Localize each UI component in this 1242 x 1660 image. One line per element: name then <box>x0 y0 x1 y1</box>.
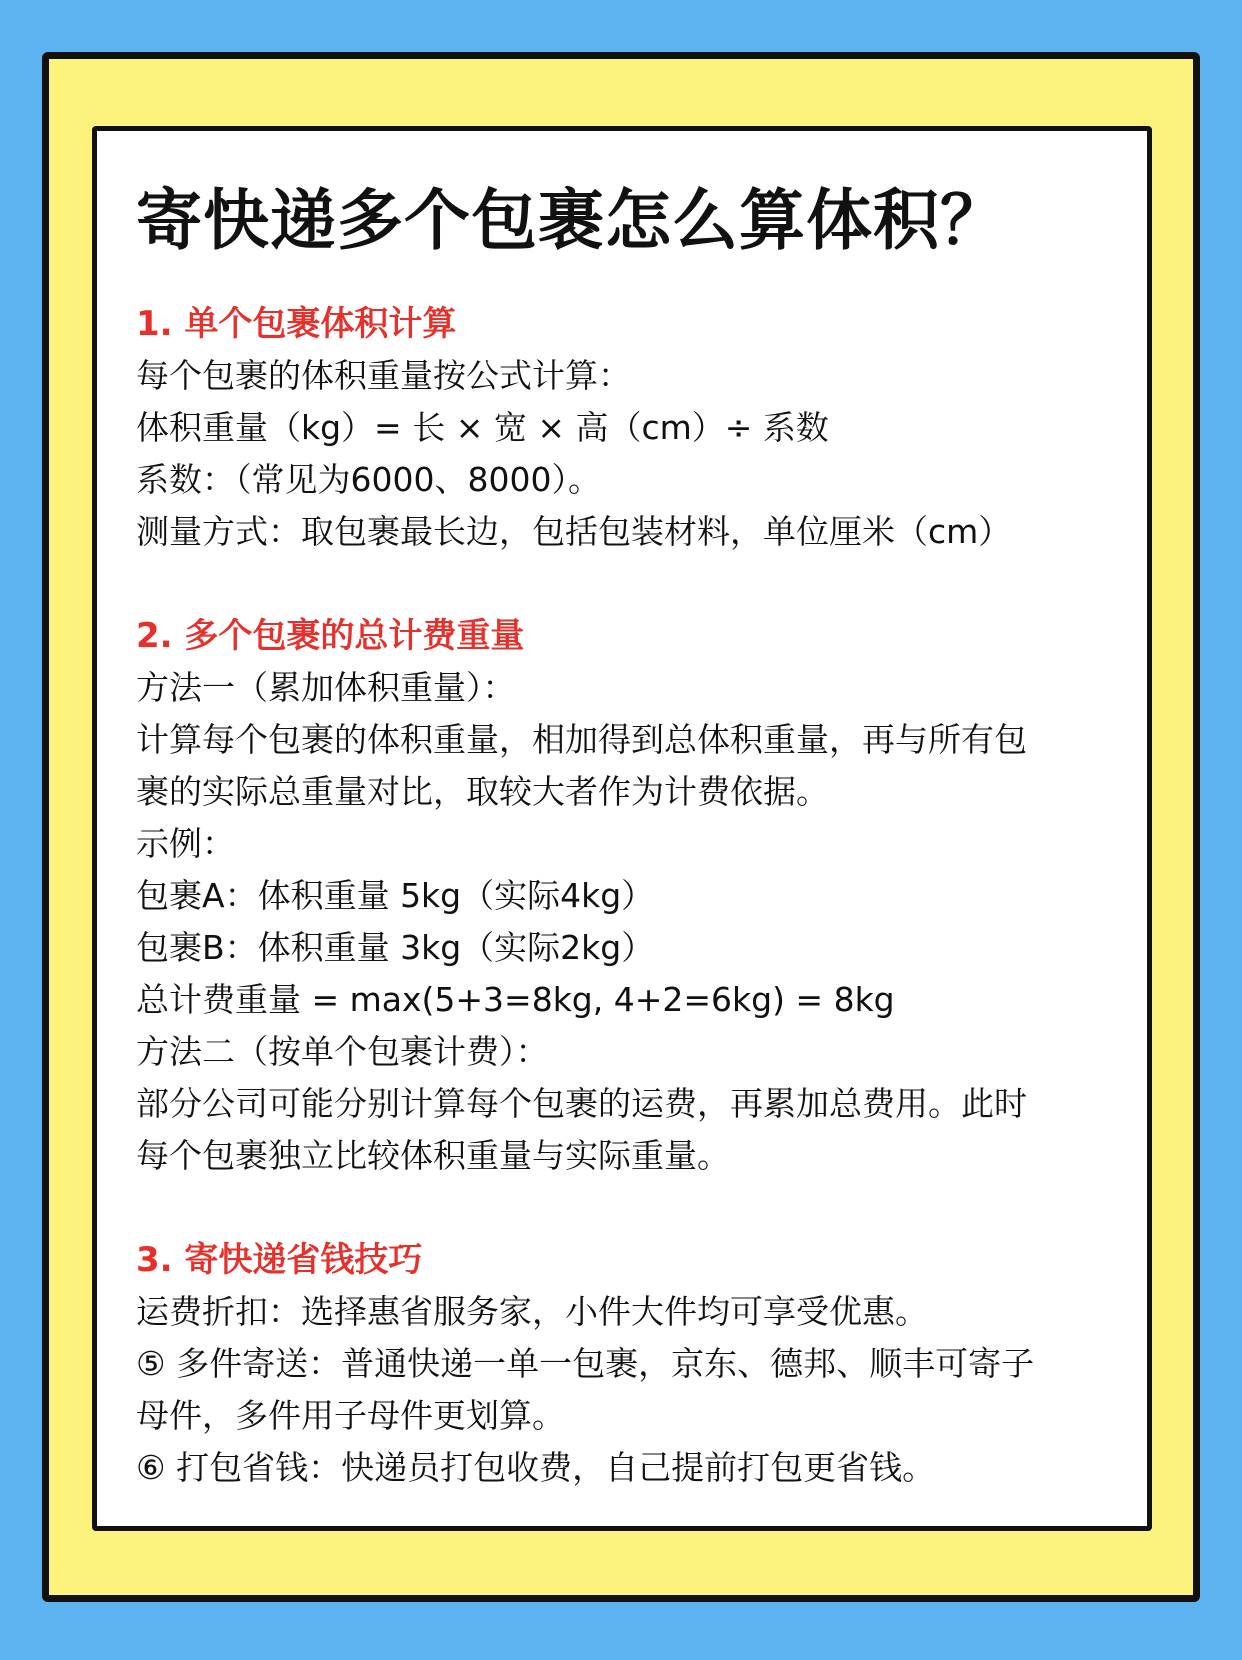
section-gap <box>136 558 1136 610</box>
section-gap <box>136 1182 1136 1234</box>
page-title: 寄快递多个包裹怎么算体积？ <box>136 182 1007 259</box>
tip-line: ⑤ 多件寄送：普通快递一单一包裹，京东、德邦、顺丰可寄子 <box>136 1344 1035 1383</box>
tip-line: ⑥ 打包省钱：快递员打包收费，自己提前打包更省钱。 <box>136 1448 936 1487</box>
section-1 <box>136 298 1136 558</box>
content <box>136 298 1136 1494</box>
tip-line: 运费折扣：选择惠省服务家，小件大件均可享受优惠。 <box>136 1292 928 1331</box>
example-line: 包裹A：体积重量 5kg（实际4kg） <box>136 876 655 915</box>
text-line: 每个包裹的体积重量按公式计算： <box>136 356 631 395</box>
text-line: 方法二（按单个包裹计费）： <box>136 1032 549 1071</box>
formula-line: 体积重量（kg）= 长 × 宽 × 高（cm）÷ 系数 <box>136 408 829 447</box>
text-line: 测量方式：取包裹最长边，包括包装材料，单位厘米（cm） <box>136 512 1012 551</box>
text-line: 每个包裹独立比较体积重量与实际重量。 <box>136 1136 730 1175</box>
text-line: 示例： <box>136 824 235 863</box>
text-line: 部分公司可能分别计算每个包裹的运费，再累加总费用。此时 <box>136 1084 1027 1123</box>
text-line: 方法一（累加体积重量）： <box>136 668 516 707</box>
section-3 <box>136 1234 1136 1494</box>
section-2 <box>136 610 1136 1182</box>
section-heading: 1. 单个包裹体积计算 <box>136 304 457 344</box>
text-line: 系数：（常见为6000、8000）。 <box>136 460 601 499</box>
tip-line: 母件，多件用子母件更划算。 <box>136 1396 565 1435</box>
section-heading: 3. 寄快递省钱技巧 <box>136 1240 423 1280</box>
formula-line: 总计费重量 = max(5+3=8kg, 4+2=6kg) = 8kg <box>136 980 895 1019</box>
example-line: 包裹B：体积重量 3kg（实际2kg） <box>136 928 655 967</box>
section-heading: 2. 多个包裹的总计费重量 <box>136 616 525 656</box>
text-line: 裹的实际总重量对比，取较大者作为计费依据。 <box>136 772 829 811</box>
text-line: 计算每个包裹的体积重量，相加得到总体积重量，再与所有包 <box>136 720 1027 759</box>
